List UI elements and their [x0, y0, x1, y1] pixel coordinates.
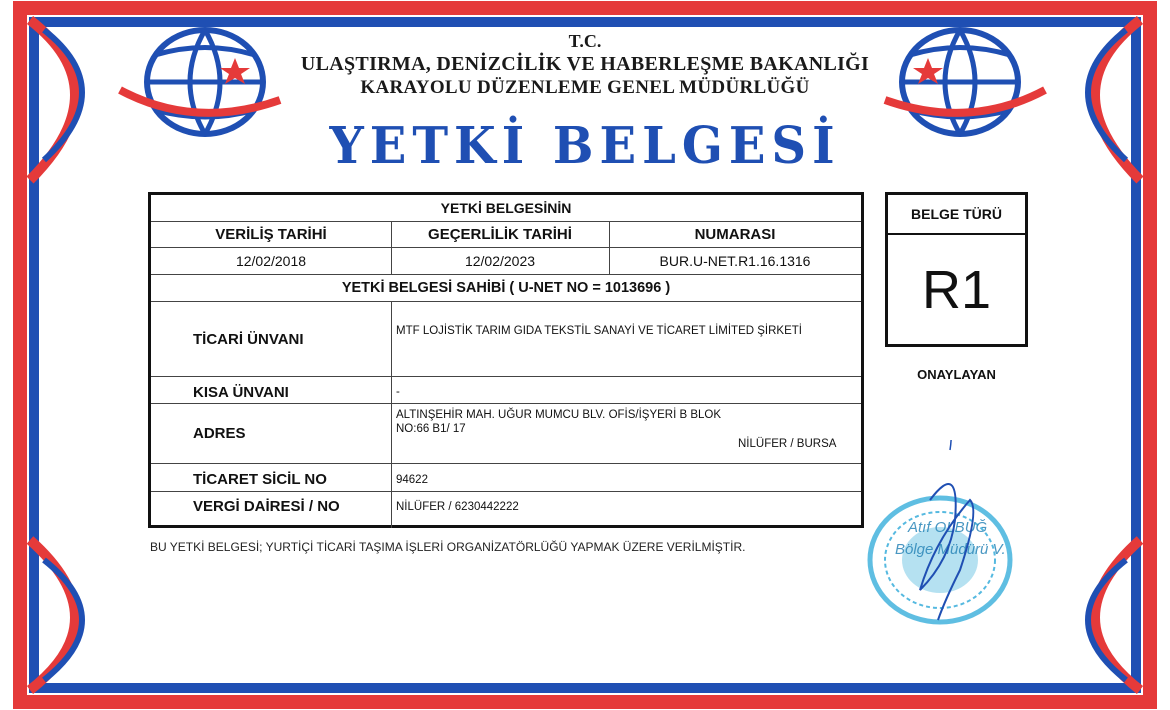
approver-label: ONAYLAYAN [917, 367, 996, 382]
number-value: BUR.U-NET.R1.16.1316 [659, 253, 811, 269]
section-title-holder: YETKİ BELGESİ SAHİBİ ( U-NET NO = 1013696 ) [341, 280, 671, 296]
header-number: NUMARASI [694, 226, 776, 243]
certificate-type-label: BELGE TÜRÜ [888, 195, 1025, 235]
field-value-short-name: - [396, 386, 400, 398]
svg-text:Bölge Müdürü V.: Bölge Müdürü V. [895, 541, 1006, 558]
field-label-address: ADRES [193, 425, 246, 442]
validity-date-value: 12/02/2023 [464, 253, 536, 269]
field-value-address-city: NİLÜFER / BURSA [738, 438, 837, 450]
ministry-header [0, 30, 1170, 99]
document-title: YETKİ BELGESİ [329, 116, 841, 176]
field-label-short-name: KISA ÜNVANI [193, 384, 289, 401]
field-label-trade-name: TİCARİ ÜNVANI [193, 331, 304, 348]
header-line-3: KARAYOLU DÜZENLEME GENEL MÜDÜRLÜĞÜ [360, 77, 810, 98]
section-title-authorization: YETKİ BELGESİNİN [440, 200, 572, 216]
header-issue-date: VERİLİŞ TARİHİ [215, 226, 327, 243]
footer-statement: BU YETKİ BELGESİ; YURTİÇİ TİCARİ TAŞIMA İŞLERİ ORGANİZATÖRLÜĞÜ YAPMAK ÜZERE VERİLMİŞTİR. [150, 540, 746, 554]
header-validity-date: GEÇERLİLİK TARİHİ [428, 226, 572, 243]
header-line-1: T.C. [568, 31, 602, 51]
field-label-trade-registry: TİCARET SİCİL NO [193, 471, 327, 488]
certificate-type-box [885, 192, 1028, 347]
svg-text:Atıf OLBUĞ: Atıf OLBUĞ [908, 519, 988, 536]
field-value-trade-registry: 94622 [396, 474, 428, 486]
field-value-trade-name: MTF LOJİSTİK TARIM GIDA TEKSTİL SANAYİ VE TİCARET LİMİTED ŞİRKETİ [396, 325, 802, 337]
certificate-type-value: R1 [921, 260, 992, 320]
field-value-address: ALTINŞEHİR MAH. UĞUR MUMCU BLV. OFİS/İŞYERİ B BLOK NO:66 B1/ 17 [396, 409, 722, 435]
field-value-tax-office: NİLÜFER / 6230442222 [396, 501, 519, 513]
official-stamp [860, 440, 1040, 630]
issue-date-value: 12/02/2018 [235, 253, 307, 269]
header-line-2: ULAŞTIRMA, DENİZCİLİK VE HABERLEŞME BAKANLIĞI [300, 53, 870, 75]
field-label-tax-office: VERGİ DAİRESİ / NO [193, 498, 340, 515]
authorization-table [148, 192, 864, 528]
